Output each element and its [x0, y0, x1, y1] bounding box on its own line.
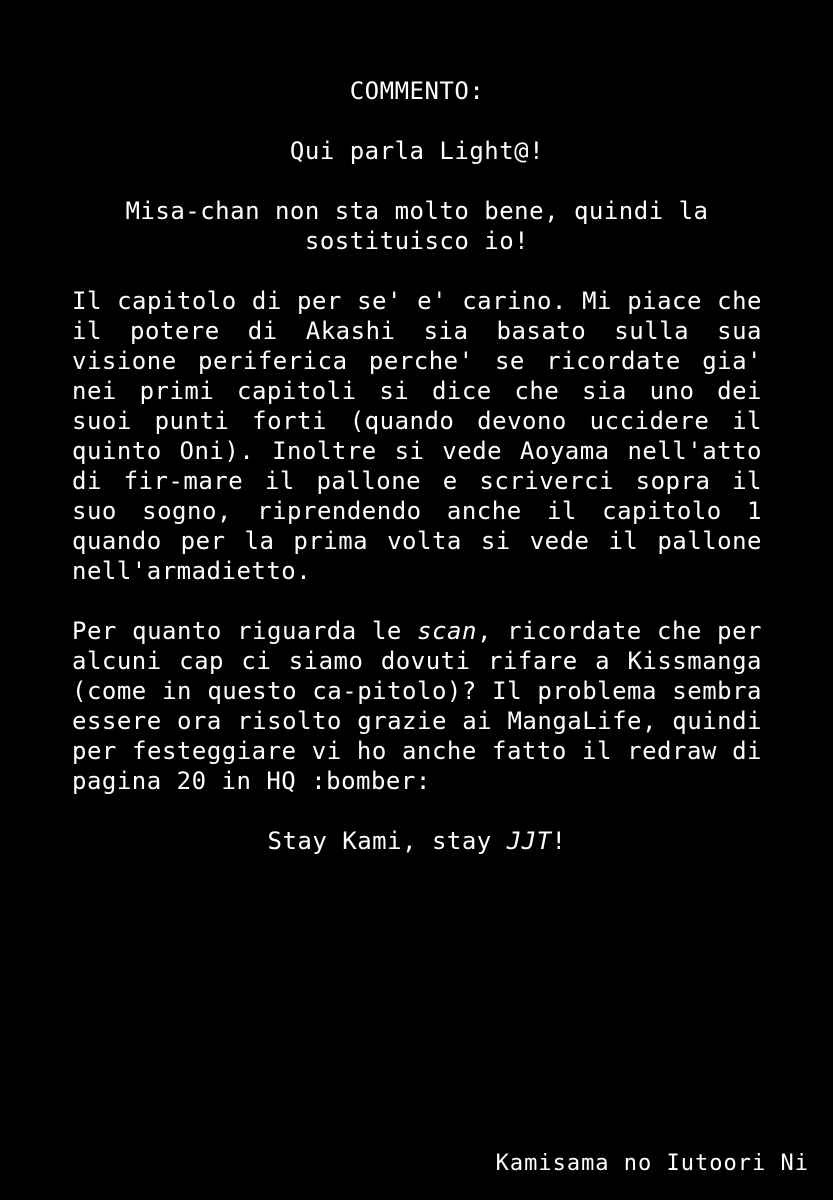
intro-paragraph: Misa-chan non sta molto bene, quindi la sostituisco io! — [125, 197, 709, 255]
scan-word: scan — [417, 617, 477, 645]
signoff-jjt: JJT — [506, 827, 552, 855]
signoff-line — [72, 826, 762, 856]
series-title: Kamisama no Iutoori Ni — [495, 1151, 809, 1176]
scan-paragraph — [72, 616, 762, 796]
scan-paragraph-rest: , ricordate che per alcuni cap ci siamo dovuti rifare a Kissmanga (come in questo ca-pitolo)? Il problema sembra essere ora risolto grazie ai MangaLife, quindi per festeggiare vi ho anche fatto il redraw di pagina 20 in HQ :bomber: — [72, 617, 762, 795]
signoff-start: Stay Kami, stay — [267, 827, 507, 855]
comment-content — [72, 76, 762, 886]
greeting-line: Qui parla Light@! — [289, 137, 545, 165]
comment-heading: COMMENTO: — [349, 77, 485, 105]
chapter-paragraph: Il capitolo di per se' e' carino. Mi piace che il potere di Akashi sia basato sulla sua visione periferica perche' se ricordate gia' nei primi capitoli si dice che sia uno dei suoi punti forti (quando devono uccidere il quinto Oni). Inoltre si vede Aoyama nell'atto di fir-mare il pallone e scriverci sopra il suo sogno, riprendendo anche il capitolo 1 quando per la prima volta si vede il pallone nell'armadietto. — [72, 287, 762, 585]
scan-paragraph-start: Per quanto riguarda le — [72, 617, 418, 645]
signoff-end: ! — [551, 827, 567, 855]
